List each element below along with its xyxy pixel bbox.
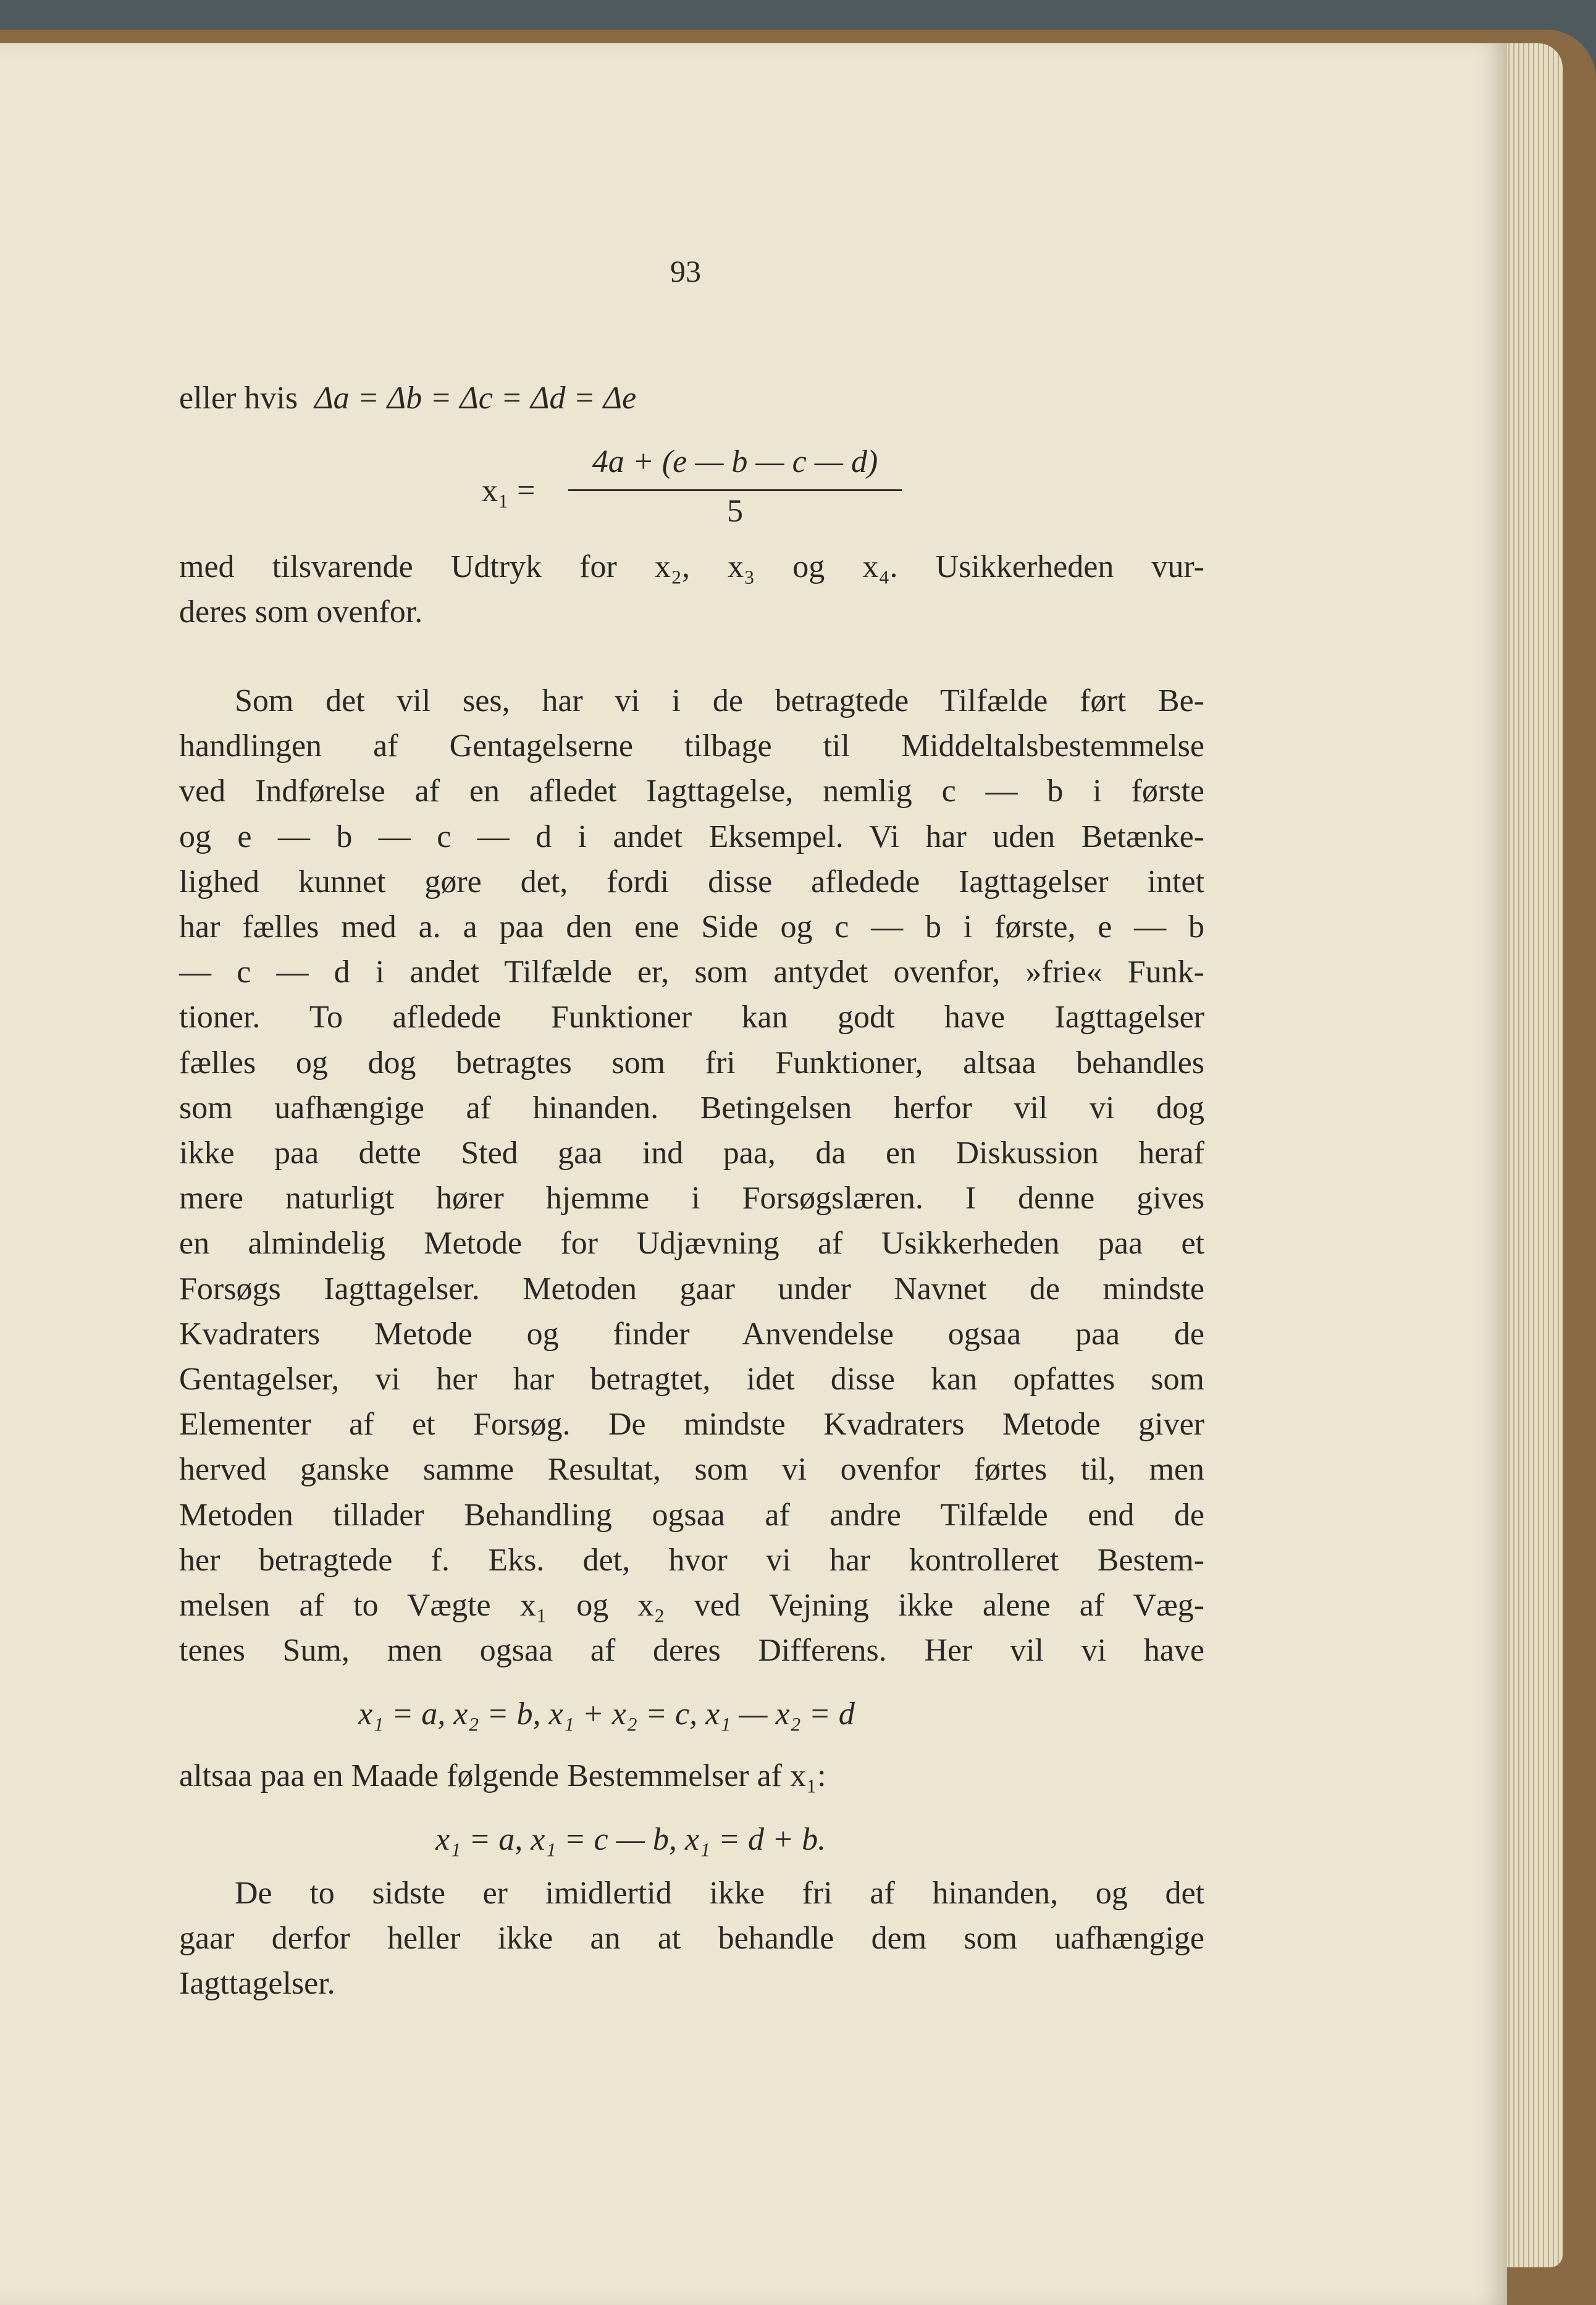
para2-line-1: Som det vil ses, har vi i de betragtede Tilfælde ført Be- xyxy=(235,683,1204,718)
para2-line-20: her betragtede f. Eks. det, hvor vi har kontrolleret Bestem- xyxy=(179,1542,1204,1578)
para2-line-11: ikke paa dette Sted gaa ind paa, da en Diskussion heraf xyxy=(179,1136,1204,1171)
para2-line-3: ved Indførelse af en afledet Iagttagelse, nemlig c — b i første xyxy=(179,773,1204,809)
para2-line-5: lighed kunnet gøre det, fordi disse afledede Iagttagelser intet xyxy=(179,864,1204,900)
para2-line-13: en almindelig Metode for Udjævning af Usikkerheden paa et xyxy=(179,1226,1204,1262)
para2-line-6: har fælles med a. a paa den ene Side og c — b i første, e — b xyxy=(179,909,1204,945)
formula-numerator: 4a + (e — b — c — d) xyxy=(592,444,878,479)
page-number: 93 xyxy=(670,254,701,289)
para2-line-15: Kvadraters Metode og finder Anvendelse ogsaa paa de xyxy=(179,1316,1204,1352)
para2-line-21: melsen af to Vægte x₁ og x₂ ved Vejning ikke alene af Væg- xyxy=(179,1588,1204,1623)
para2-line-17: Elementer af et Forsøg. De mindste Kvadraters Metode giver xyxy=(179,1407,1204,1443)
book-page xyxy=(0,43,1507,2305)
condition-math: Δa = Δb = Δc = Δd = Δe xyxy=(314,381,637,416)
para2-line-7: — c — d i andet Tilfælde er, som antydet ovenfor, »frie« Funk- xyxy=(179,954,1204,990)
para3-line-2: gaar derfor heller ikke an at behandle dem som uafhængige xyxy=(179,1921,1204,1956)
para2-line-10: som uafhængige af hinanden. Betingelsen herfor vil vi dog xyxy=(179,1090,1204,1126)
fraction-line xyxy=(568,489,902,491)
para2-line-14: Forsøgs Iagttagelser. Metoden gaar under Navnet de mindste xyxy=(179,1271,1204,1307)
para2-line-16: Gentagelser, vi her har betragtet, idet disse kan opfattes som xyxy=(179,1362,1204,1397)
para2-line-2: handlingen af Gentagelserne tilbage til Middeltalsbestemmelse xyxy=(179,728,1204,764)
para2-line-12: mere naturligt hører hjemme i Forsøgslæren. I denne gives xyxy=(179,1181,1204,1216)
para2-line-18: herved ganske samme Resultat, som vi ovenfor førtes til, men xyxy=(179,1452,1204,1488)
para2-line-19: Metoden tillader Behandling ogsaa af andre Tilfælde end de xyxy=(179,1497,1204,1533)
condition-prefix: eller hvis xyxy=(179,381,298,416)
formula-lhs: x₁ = xyxy=(482,473,536,508)
para2-line-22: tenes Sum, men ogsaa af deres Differens. Her vil vi have xyxy=(179,1633,1204,1669)
line-after-formula: altsaa paa en Maade følgende Bestemmelser af x₁: xyxy=(179,1758,826,1793)
para3-line-1: De to sidste er imidlertid ikke fri af hinanden, og det xyxy=(235,1876,1204,1911)
formula-denominator: 5 xyxy=(727,494,743,529)
para3-line-3: Iagttagelser. xyxy=(179,1966,335,2001)
para1-line-1: med tilsvarende Udtryk for x₂, x₃ og x₄. Usikkerheden vur- xyxy=(179,549,1204,584)
para2-line-9: fælles og dog betragtes som fri Funktioner, altsaa behandles xyxy=(179,1045,1204,1081)
para2-line-4: og e — b — c — d i andet Eksempel. Vi har uden Betænke- xyxy=(179,819,1204,854)
para2-line-8: tioner. To afledede Funktioner kan godt have Iagttagelser xyxy=(179,1000,1204,1035)
condition-line xyxy=(179,380,636,416)
formula-determinations: x₁ = a, x₁ = c — b, x₁ = d + b. xyxy=(435,1822,826,1857)
formula-weights: x₁ = a, x₂ = b, x₁ + x₂ = c, x₁ — x₂ = d xyxy=(358,1696,855,1732)
para1-line-2: deres som ovenfor. xyxy=(179,594,423,630)
